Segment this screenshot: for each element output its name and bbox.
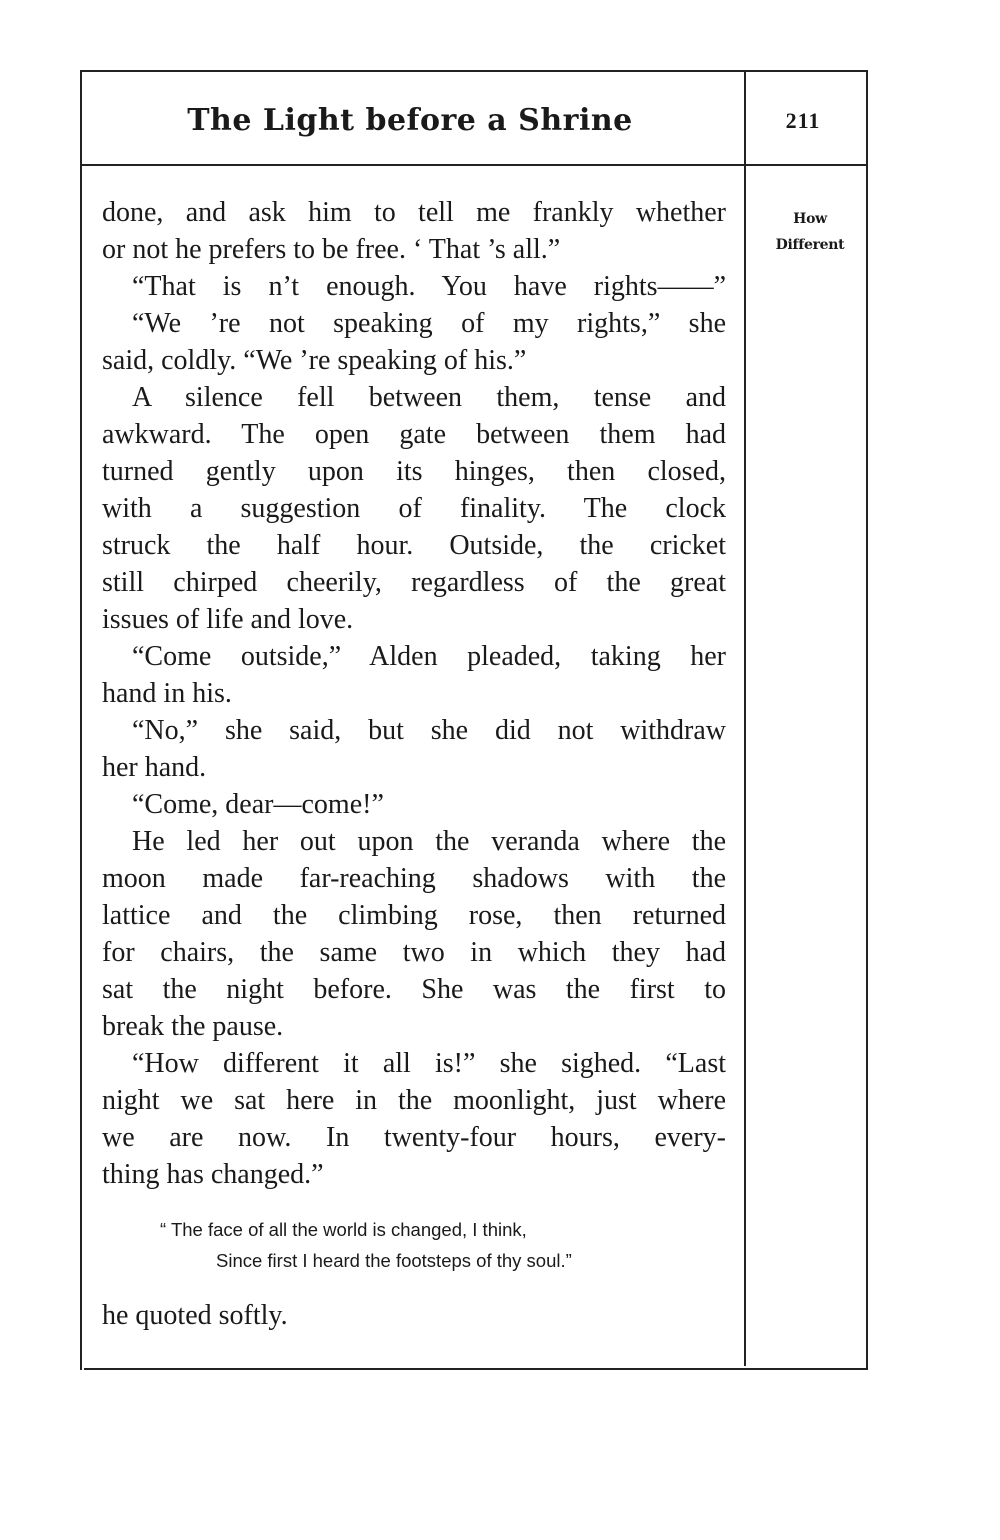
text-line: struck the half hour. Outside, the cricket [102,530,726,561]
text-line: for chairs, the same two in which they had [102,937,726,968]
text-line: hand in his. [102,678,232,709]
text-line: “We ’re not speaking of my rights,” she [132,308,726,339]
marginal-note-line-2: Different [775,237,845,253]
frame-top-border [80,70,868,72]
frame-bottom-border [84,1368,868,1370]
text-line: He led her out upon the veranda where the [132,826,726,857]
text-line: done, and ask him to tell me frankly whether [102,197,726,228]
text-line: awkward. The open gate between them had [102,419,726,450]
closing-line: he quoted softly. [102,1300,288,1331]
page-number: 211 [785,108,821,133]
text-line: said, coldly. “We ’re speaking of his.” [102,345,527,376]
running-title: The Light before a Shrine [187,103,633,138]
text-line: issues of life and love. [102,604,354,635]
text-line: sat the night before. She was the first to [102,974,726,1005]
text-line: still chirped cheerily, regardless of the great [102,567,726,598]
text-line: night we sat here in the moonlight, just where [102,1085,726,1116]
text-line: “No,” she said, but she did not withdraw [132,715,726,746]
marginal-note-line-1: How [793,211,827,227]
verse-line-2: Since first I heard the footsteps of thy soul.” [216,1250,572,1271]
text-line: moon made far-reaching shadows with the [102,863,726,894]
text-line: or not he prefers to be free. ‘ That ’s all.” [102,234,561,265]
margin-divider [744,70,746,1366]
marginal-note [752,206,868,258]
verse-quotation [160,1214,720,1276]
body-text [102,194,726,1193]
header-bottom-border [80,164,868,166]
text-line: break the pause. [102,1011,284,1042]
text-line: thing has changed.” [102,1159,324,1190]
frame-left-border [80,70,82,1370]
text-line: “Come, dear—come!” [132,789,384,820]
text-line: her hand. [102,752,207,783]
text-line: A silence fell between them, tense and [132,382,726,413]
text-line: we are now. In twenty-four hours, every- [102,1122,726,1153]
text-line: “Come outside,” Alden pleaded, taking her [132,641,726,672]
text-line: “That is n’t enough. You have rights——” [132,271,726,302]
frame-right-border [866,70,868,1370]
text-line: “How different it all is!” she sighed. “Last [132,1048,726,1079]
verse-line-1: “ The face of all the world is changed, I think, [160,1219,527,1240]
text-line: turned gently upon its hinges, then closed, [102,456,726,487]
text-line: with a suggestion of finality. The clock [102,493,726,524]
text-line: lattice and the climbing rose, then returned [102,900,726,931]
